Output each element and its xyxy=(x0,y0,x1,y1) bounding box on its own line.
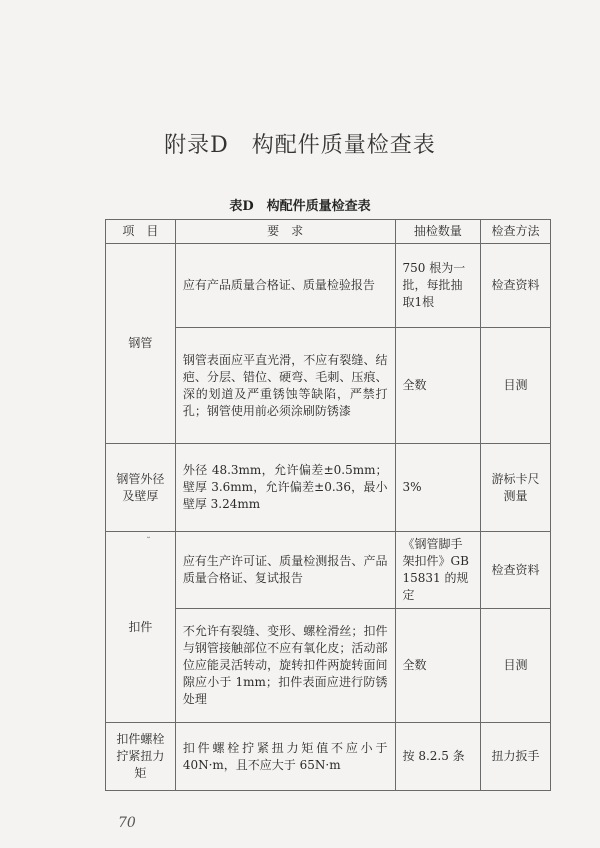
requirement-cell: 外径 48.3mm，允许偏差±0.5mm；壁厚 3.6mm，允许偏差±0.36，最小壁厚 3.24mm xyxy=(175,444,395,532)
table-caption: 表D 构配件质量检查表 xyxy=(229,199,371,214)
table-header-row xyxy=(106,220,551,244)
requirement-cell: 应有产品质量合格证、质量检验报告 xyxy=(175,244,395,328)
table-row xyxy=(106,444,551,532)
table-row xyxy=(106,723,551,791)
quantity-cell: 按 8.2.5 条 xyxy=(395,723,481,791)
column-header-quantity: 抽检数量 xyxy=(395,220,481,244)
method-cell: 目测 xyxy=(481,609,551,723)
stray-mark: ˘ xyxy=(146,537,151,548)
quantity-cell: 全数 xyxy=(395,328,481,444)
method-cell: 目测 xyxy=(481,328,551,444)
quantity-cell: 全数 xyxy=(395,609,481,723)
method-cell: 游标卡尺测量 xyxy=(481,444,551,532)
requirement-cell: 应有生产许可证、质量检测报告、产品质量合格证、复试报告 xyxy=(175,532,395,609)
quantity-cell: 3% xyxy=(395,444,481,532)
item-cell: 钢管 xyxy=(106,244,176,444)
quantity-cell: 《钢管脚手架扣件》GB 15831 的规定 xyxy=(395,532,481,609)
table-row xyxy=(106,244,551,328)
quality-check-table xyxy=(105,219,551,791)
method-cell: 检查资料 xyxy=(481,532,551,609)
quantity-cell: 750 根为一批，每批抽取1根 xyxy=(395,244,481,328)
requirement-cell: 钢管表面应平直光滑，不应有裂缝、结疤、分层、错位、硬弯、毛刺、压痕、深的划道及严重锈蚀等缺陷，严禁打孔；钢管使用前必须涂刷防锈漆 xyxy=(175,328,395,444)
method-cell: 扭力扳手 xyxy=(481,723,551,791)
appendix-title: 附录D 构配件质量检查表 xyxy=(164,133,436,158)
column-header-item: 项 目 xyxy=(106,220,176,244)
column-header-method: 检查方法 xyxy=(481,220,551,244)
item-cell: 钢管外径及壁厚 xyxy=(106,444,176,532)
page-number: 70 xyxy=(118,815,136,831)
table-row xyxy=(106,532,551,609)
method-cell: 检查资料 xyxy=(481,244,551,328)
item-cell: 扣件 xyxy=(106,532,176,723)
item-cell: 扣件螺栓拧紧扭力矩 xyxy=(106,723,176,791)
requirement-cell: 不允许有裂缝、变形、螺栓滑丝；扣件与钢管接触部位不应有氧化皮；活动部位应能灵活转动，旋转扣件两旋转面间隙应小于 1mm；扣件表面应进行防锈处理 xyxy=(175,609,395,723)
column-header-requirement: 要 求 xyxy=(175,220,395,244)
requirement-cell: 扣件螺栓拧紧扭力矩值不应小于 40N·m，且不应大于 65N·m xyxy=(175,723,395,791)
